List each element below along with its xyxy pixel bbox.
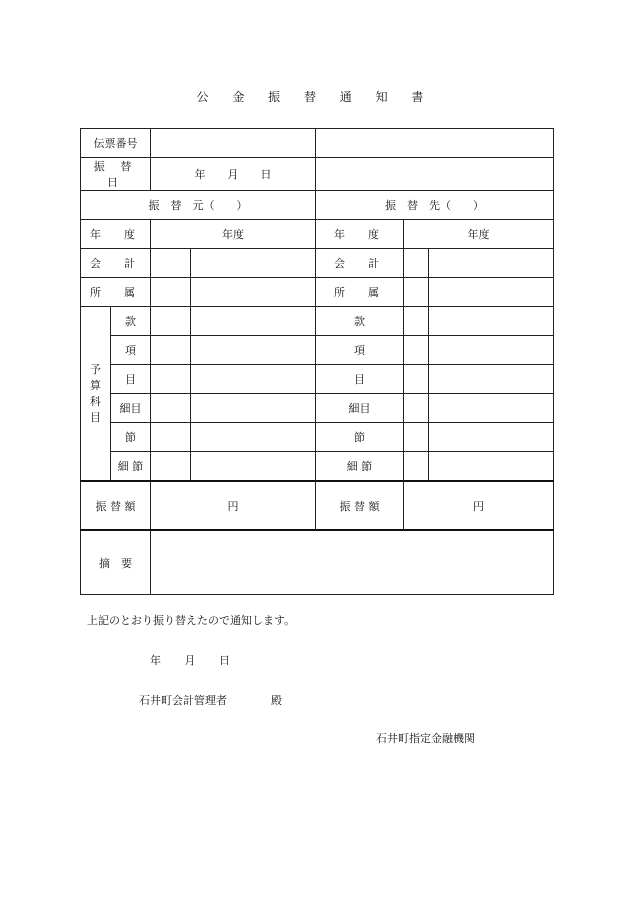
denpyo-number-label: 伝票番号 (81, 129, 151, 158)
dest-nendo-field[interactable]: 年度 (404, 220, 554, 249)
source-shozoku-code[interactable] (151, 278, 191, 307)
source-saimoku-code[interactable] (151, 394, 191, 423)
dest-header: 振 替 先（ ） (316, 191, 554, 220)
row-kou (81, 336, 554, 365)
dest-amount-field[interactable]: 円 (404, 481, 554, 530)
dest-kou-code[interactable] (404, 336, 429, 365)
source-kan-code[interactable] (151, 307, 191, 336)
dest-shozoku-label: 所 属 (316, 278, 404, 307)
notice-date: 年 月 日 (150, 654, 230, 667)
dest-kaikei-label: 会 計 (316, 249, 404, 278)
row-tekiyo (81, 530, 554, 595)
furikae-date-field[interactable]: 年 月 日 (151, 158, 316, 191)
addressee-honorific: 殿 (271, 694, 282, 707)
dest-saimoku-code[interactable] (404, 394, 429, 423)
furikae-date-label: 振 替 日 (81, 158, 151, 191)
source-kou-code[interactable] (151, 336, 191, 365)
denpyo-number-field[interactable] (151, 129, 316, 158)
source-moku-name[interactable] (191, 365, 316, 394)
row-kan (81, 307, 554, 336)
dest-saisetsu-code[interactable] (404, 452, 429, 482)
source-kaikei-name[interactable] (191, 249, 316, 278)
denpyo-number-extra[interactable] (316, 129, 554, 158)
addressee-name: 石井町会計管理者 (139, 694, 227, 707)
source-kan-label: 款 (111, 307, 151, 336)
source-kaikei-code[interactable] (151, 249, 191, 278)
dest-kou-name[interactable] (429, 336, 554, 365)
dest-amount-label: 振 替 額 (316, 481, 404, 530)
dest-shozoku-code[interactable] (404, 278, 429, 307)
row-headers (81, 191, 554, 220)
source-setsu-code[interactable] (151, 423, 191, 452)
source-saimoku-name[interactable] (191, 394, 316, 423)
row-kaikei (81, 249, 554, 278)
dest-kou-label: 項 (316, 336, 404, 365)
source-kou-label: 項 (111, 336, 151, 365)
source-nendo-field[interactable]: 年度 (151, 220, 316, 249)
budget-subject-text: 予 算 科 目 (90, 362, 101, 424)
dest-saisetsu-name[interactable] (429, 452, 554, 482)
budget-subject-label (81, 307, 111, 482)
row-setsu (81, 423, 554, 452)
addressee-line (139, 692, 282, 708)
dest-kaikei-code[interactable] (404, 249, 429, 278)
dest-kan-code[interactable] (404, 307, 429, 336)
furikae-date-extra[interactable] (316, 158, 554, 191)
dest-kaikei-name[interactable] (429, 249, 554, 278)
row-saimoku (81, 394, 554, 423)
row-shozoku (81, 278, 554, 307)
dest-setsu-code[interactable] (404, 423, 429, 452)
dest-saimoku-name[interactable] (429, 394, 554, 423)
source-kou-name[interactable] (191, 336, 316, 365)
page-title: 公 金 振 替 通 知 書 (196, 90, 434, 104)
dest-saisetsu-label: 細 節 (316, 452, 404, 482)
row-denpyo (81, 129, 554, 158)
source-setsu-name[interactable] (191, 423, 316, 452)
source-nendo-label: 年 度 (81, 220, 151, 249)
source-header: 振 替 元（ ） (81, 191, 316, 220)
source-moku-code[interactable] (151, 365, 191, 394)
source-saisetsu-label: 細 節 (111, 452, 151, 482)
dest-setsu-label: 節 (316, 423, 404, 452)
row-saisetsu (81, 452, 554, 482)
source-setsu-label: 節 (111, 423, 151, 452)
dest-moku-label: 目 (316, 365, 404, 394)
tekiyo-label: 摘 要 (81, 530, 151, 595)
dest-saimoku-label: 細目 (316, 394, 404, 423)
source-shozoku-label: 所 属 (81, 278, 151, 307)
dest-kan-name[interactable] (429, 307, 554, 336)
source-amount-label: 振 替 額 (81, 481, 151, 530)
row-amount (81, 481, 554, 530)
source-kan-name[interactable] (191, 307, 316, 336)
dest-setsu-name[interactable] (429, 423, 554, 452)
source-amount-field[interactable]: 円 (151, 481, 316, 530)
source-kaikei-label: 会 計 (81, 249, 151, 278)
row-nendo (81, 220, 554, 249)
row-furikae-date (81, 158, 554, 191)
dest-kan-label: 款 (316, 307, 404, 336)
tekiyo-field[interactable] (151, 530, 554, 595)
source-saisetsu-name[interactable] (191, 452, 316, 482)
dest-moku-code[interactable] (404, 365, 429, 394)
source-shozoku-name[interactable] (191, 278, 316, 307)
row-moku (81, 365, 554, 394)
bank-name: 石井町指定金融機関 (376, 732, 475, 745)
dest-nendo-label: 年 度 (316, 220, 404, 249)
transfer-form-table (80, 128, 554, 595)
dest-moku-name[interactable] (429, 365, 554, 394)
source-saisetsu-code[interactable] (151, 452, 191, 482)
notice-text: 上記のとおり振り替えたので通知します。 (87, 614, 296, 627)
dest-shozoku-name[interactable] (429, 278, 554, 307)
source-moku-label: 目 (111, 365, 151, 394)
source-saimoku-label: 細目 (111, 394, 151, 423)
